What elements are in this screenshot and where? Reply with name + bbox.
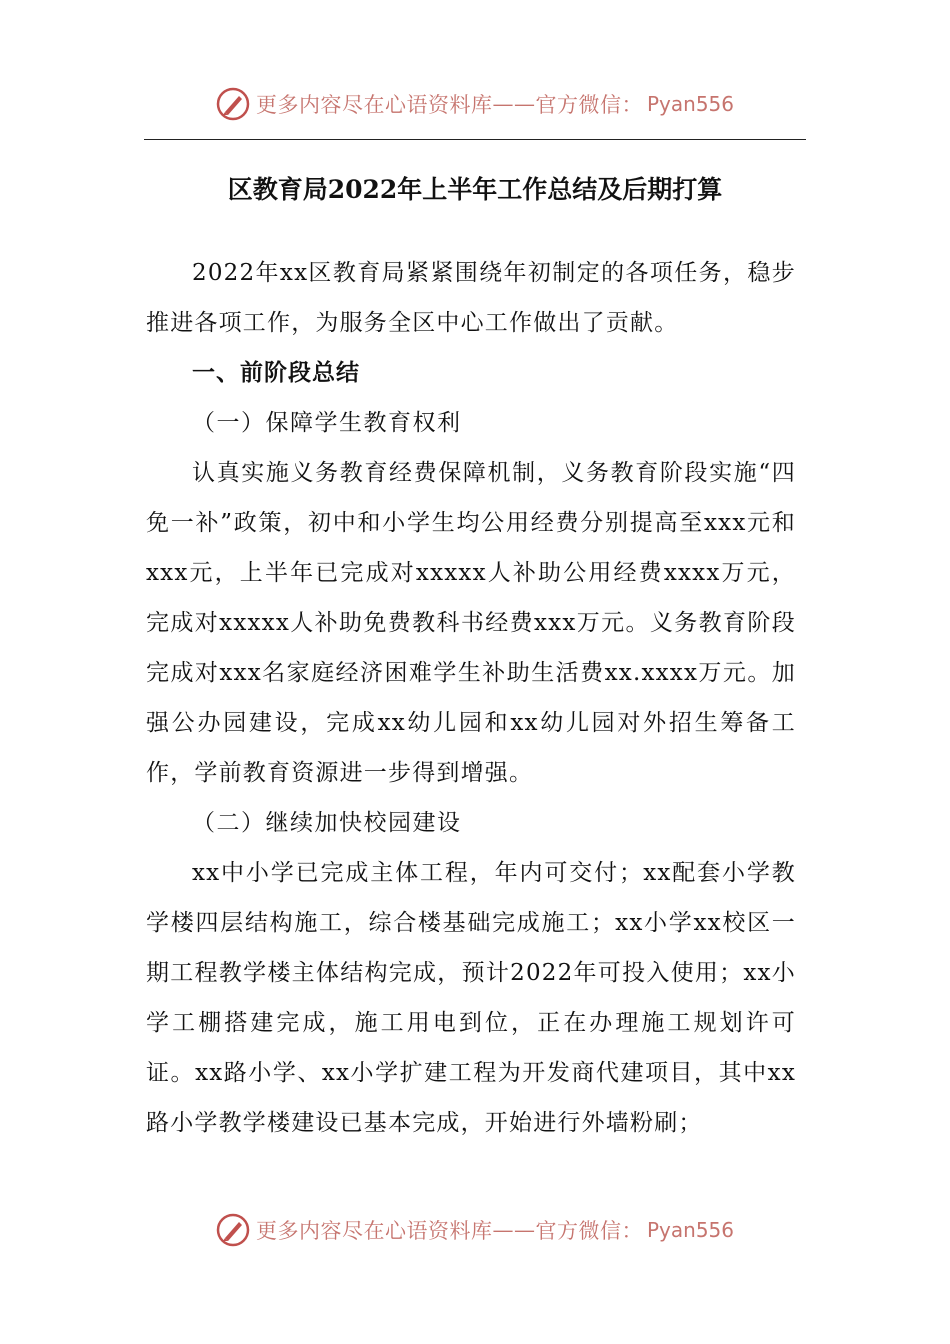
subsection-body-1: 认真实施义务教育经费保障机制，义务教育阶段实施“四免一补”政策，初中和小学生均公用经费分别提高至xxx元和xxx元，上半年已完成对xxxxx人补助公用经费xxxx万元，完成对xxxxx人补助免费教科书经费xxx万元。义务教育阶段完成对xxx名家庭经济困难学生补助生活费xx.xxxx万元。加强公办园建设，完成xx幼儿园和xx幼儿园对外招生筹备工作，学前教育资源进一步得到增强。	[146, 460, 796, 786]
subsection-body-2: xx中小学已完成主体工程，年内可交付；xx配套小学教学楼四层结构施工，综合楼基础完成施工；xx小学xx校区一期工程教学楼主体结构完成，预计2022年可投入使用；xx小学工棚搭建完成，施工用电到位，正在办理施工规划许可证。xx路小学、xx小学扩建工程为开发商代建项目，其中xx路小学教学楼建设已基本完成，开始进行外墙粉刷；	[146, 860, 796, 1136]
watermark-label: 官方微信：	[535, 93, 643, 117]
document-body	[146, 248, 796, 1148]
intro-paragraph: 2022年xx区教育局紧紧围绕年初制定的各项任务，稳步推进各项工作，为服务全区中心工作做出了贡献。	[146, 260, 796, 336]
watermark-wechat-id: Pyan556	[646, 92, 734, 116]
watermark-text: 更多内容尽在心语资料库	[255, 1219, 493, 1243]
header-watermark	[0, 84, 950, 124]
watermark-text: 更多内容尽在心语资料库	[255, 93, 493, 117]
subsection-heading-2: （二）继续加快校园建设	[192, 810, 462, 836]
subsection-heading-1: （一）保障学生教育权利	[192, 410, 462, 436]
header-rule	[144, 139, 806, 140]
footer-watermark	[0, 1210, 950, 1250]
watermark-dash: ——	[492, 92, 536, 116]
watermark-dash: ——	[492, 1218, 536, 1242]
watermark-wechat-id: Pyan556	[646, 1218, 734, 1242]
pen-logo-icon	[216, 87, 250, 121]
section-heading: 一、前阶段总结	[192, 360, 360, 386]
document-title: 区教育局2022年上半年工作总结及后期打算	[227, 175, 723, 204]
pen-logo-icon	[216, 1213, 250, 1247]
watermark-label: 官方微信：	[535, 1219, 643, 1243]
